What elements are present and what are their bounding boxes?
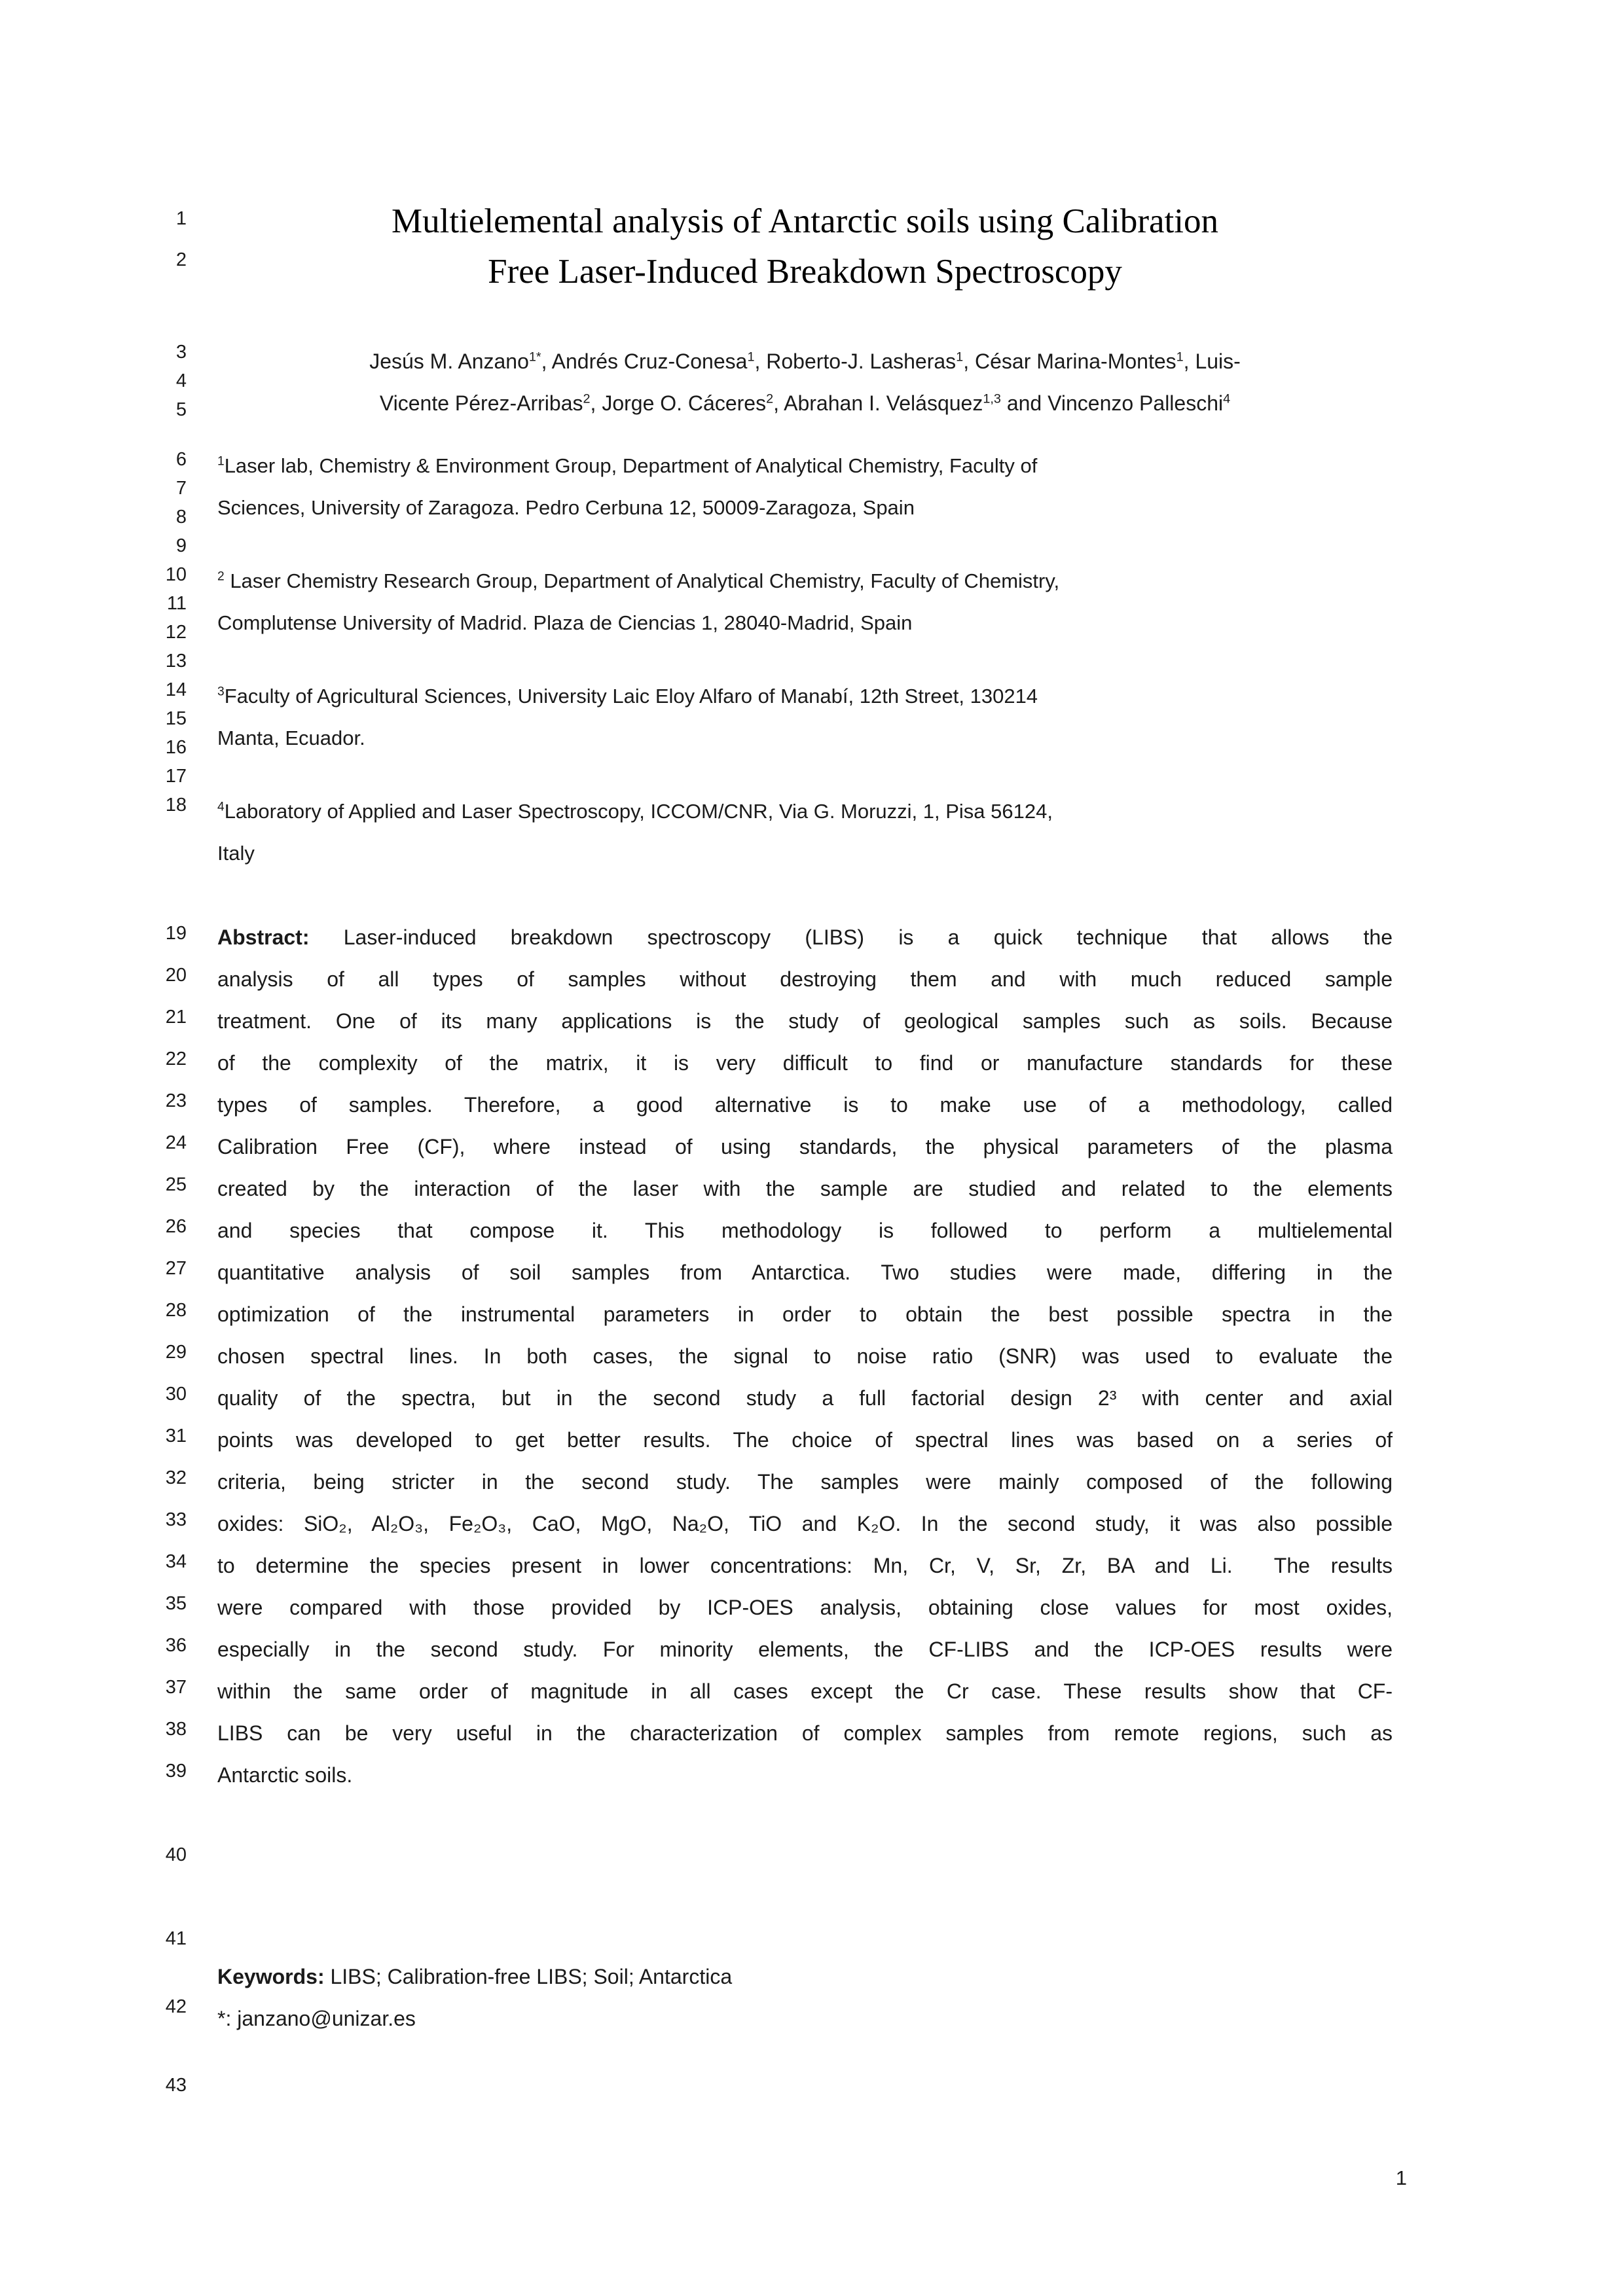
author-name: , Andrés Cruz-Conesa — [541, 350, 748, 373]
line-number: 39 — [165, 1761, 187, 1782]
abstract-line — [217, 1377, 1393, 1419]
author-name: , Roberto-J. Lasheras — [754, 350, 957, 373]
keywords-label: Keywords: — [217, 1965, 325, 1988]
abstract-line — [217, 1168, 1393, 1210]
abstract-line — [217, 1042, 1393, 1084]
line-number: 31 — [165, 1426, 187, 1446]
line-number: 43 — [165, 2075, 187, 2096]
affiliation-text: Sciences, University of Zaragoza. Pedro Cerbuna 12, 50009-Zaragoza, Spain — [217, 496, 915, 519]
affiliation-text: Manta, Ecuador. — [217, 726, 365, 749]
affiliation-line — [217, 602, 1393, 644]
line-number: 16 — [165, 737, 187, 758]
author-line-1 — [217, 340, 1393, 382]
line-number: 18 — [165, 795, 187, 816]
abstract-line — [217, 958, 1393, 1000]
abstract-section — [217, 916, 1393, 1796]
line-number: 24 — [165, 1132, 187, 1153]
abstract-text: especially in the second study. For minority elements, the CF-LIBS and the ICP-OES results were — [217, 1638, 1393, 1661]
line-number: 17 — [165, 766, 187, 787]
affiliation-text: Laser Chemistry Research Group, Department of Analytical Chemistry, Faculty of Chemistry, — [230, 569, 1060, 592]
author-name: Jesús M. Anzano — [369, 350, 529, 373]
abstract-line — [217, 1754, 1393, 1796]
line-number: 34 — [165, 1551, 187, 1572]
abstract-text: Laser-induced breakdown spectroscopy (LIBS) is a quick technique that allows the — [343, 925, 1393, 949]
abstract-text: created by the interaction of the laser with the sample are studied and related to the elements — [217, 1177, 1393, 1200]
abstract-text: quantitative analysis of soil samples from Antarctica. Two studies were made, differing in the — [217, 1261, 1393, 1284]
abstract-line — [217, 1587, 1393, 1628]
line-number: 12 — [165, 622, 187, 643]
line-number: 3 — [175, 342, 187, 363]
line-number: 21 — [165, 1007, 187, 1028]
line-number: 9 — [175, 535, 187, 556]
corresponding-author-line: *: janzano@unizar.es — [217, 2007, 416, 2030]
keywords-line — [217, 1956, 1393, 1998]
abstract-text: and species that compose it. This methodology is followed to perform a multielemental — [217, 1219, 1393, 1242]
line-number: 22 — [165, 1049, 187, 1069]
affiliation-3 — [217, 675, 1393, 759]
affiliation-marker: 4 — [217, 800, 225, 814]
affiliation-line — [217, 717, 1393, 759]
author-name: and Vincenzo Palleschi — [1000, 391, 1224, 415]
abstract-text: treatment. One of its many applications is the study of geological samples such as soils. Because — [217, 1009, 1393, 1033]
keywords-value: LIBS; Calibration-free LIBS; Soil; Antarctica — [324, 1965, 733, 1988]
abstract-line — [217, 1335, 1393, 1377]
abstract-label: Abstract: — [217, 925, 344, 949]
line-number: 13 — [165, 651, 187, 672]
line-number: 25 — [165, 1174, 187, 1195]
abstract-text: were compared with those provided by ICP-OES analysis, obtaining close values for most oxides, — [217, 1596, 1393, 1619]
line-number: 37 — [165, 1677, 187, 1698]
author-list — [217, 340, 1393, 424]
line-number-gutter — [0, 0, 187, 2296]
line-number: 1 — [175, 208, 187, 229]
abstract-line — [217, 1293, 1393, 1335]
line-number: 8 — [175, 507, 187, 528]
abstract-text: within the same order of magnitude in all cases except the Cr case. These results show that CF- — [217, 1679, 1393, 1703]
abstract-line — [217, 1461, 1393, 1503]
affiliation-line — [217, 675, 1393, 717]
affiliation-line — [217, 791, 1393, 833]
line-number: 40 — [165, 1844, 187, 1865]
line-number: 32 — [165, 1467, 187, 1488]
abstract-line — [217, 1670, 1393, 1712]
author-name: Vicente Pérez-Arribas — [379, 391, 583, 415]
affiliation-marker: 1 — [956, 350, 964, 365]
affiliation-marker: 4 — [1223, 391, 1231, 406]
abstract-text: types of samples. Therefore, a good alternative is to make use of a methodology, called — [217, 1093, 1393, 1117]
abstract-line — [217, 1084, 1393, 1126]
abstract-text: to determine the species present in lower concentrations: Mn, Cr, V, Sr, Zr, BA and Li. The results — [217, 1554, 1393, 1577]
abstract-text: of the complexity of the matrix, it is very difficult to find or manufacture standards for these — [217, 1051, 1393, 1075]
line-number: 7 — [175, 478, 187, 499]
line-number: 41 — [165, 1928, 187, 1949]
affiliation-marker: 2 — [766, 391, 774, 406]
line-number: 36 — [165, 1635, 187, 1656]
line-number: 27 — [165, 1258, 187, 1279]
affiliation-4 — [217, 791, 1393, 874]
line-number: 30 — [165, 1384, 187, 1405]
affiliation-text: Laboratory of Applied and Laser Spectroscopy, ICCOM/CNR, Via G. Moruzzi, 1, Pisa 56124, — [224, 800, 1053, 823]
abstract-line — [217, 1628, 1393, 1670]
affiliation-marker: 1 — [1176, 350, 1184, 365]
line-number: 6 — [175, 449, 187, 470]
affiliation-line — [217, 487, 1393, 529]
author-name: , Jorge O. Cáceres — [590, 391, 767, 415]
author-name: , César Marina-Montes — [963, 350, 1176, 373]
line-number: 28 — [165, 1300, 187, 1321]
line-number: 4 — [175, 370, 187, 391]
affiliation-line — [217, 445, 1393, 487]
abstract-line — [217, 1545, 1393, 1587]
affiliation-marker: 2 — [583, 391, 591, 406]
line-number: 29 — [165, 1342, 187, 1363]
title-line-1: Multielemental analysis of Antarctic soils using Calibration — [392, 202, 1218, 240]
line-number: 5 — [175, 399, 187, 420]
author-line-2 — [217, 382, 1393, 424]
abstract-text: analysis of all types of samples without destroying them and with much reduced sample — [217, 967, 1393, 991]
affiliation-text: Italy — [217, 842, 255, 865]
abstract-line — [217, 916, 1393, 958]
affiliation-marker: 1* — [528, 350, 541, 365]
affiliation-line — [217, 560, 1393, 602]
line-number: 26 — [165, 1216, 187, 1237]
affiliation-text: Complutense University of Madrid. Plaza de Ciencias 1, 28040-Madrid, Spain — [217, 611, 913, 634]
line-number: 11 — [166, 593, 187, 614]
line-number: 19 — [165, 923, 187, 944]
affiliation-marker: 1,3 — [983, 391, 1001, 406]
abstract-line — [217, 1000, 1393, 1042]
abstract-text: chosen spectral lines. In both cases, the signal to noise ratio (SNR) was used to evaluate the — [217, 1344, 1393, 1368]
line-number: 15 — [165, 708, 187, 729]
affiliation-text: Laser lab, Chemistry & Environment Group, Department of Analytical Chemistry, Faculty of — [224, 454, 1038, 477]
affiliation-1 — [217, 445, 1393, 529]
title-line-2: Free Laser-Induced Breakdown Spectroscopy — [488, 253, 1122, 291]
line-number: 20 — [165, 965, 187, 986]
affiliation-line — [217, 833, 1393, 874]
affiliation-text: Faculty of Agricultural Sciences, University Laic Eloy Alfaro of Manabí, 12th Street, 130214 — [224, 685, 1038, 708]
abstract-line — [217, 1251, 1393, 1293]
abstract-line — [217, 1210, 1393, 1251]
abstract-text: criteria, being stricter in the second study. The samples were mainly composed of the following — [217, 1470, 1393, 1494]
abstract-line — [217, 1419, 1393, 1461]
abstract-line — [217, 1126, 1393, 1168]
affiliation-marker: 2 — [217, 569, 225, 584]
line-number: 38 — [165, 1719, 187, 1740]
line-number: 35 — [165, 1593, 187, 1614]
affiliation-2 — [217, 560, 1393, 644]
abstract-text: LIBS can be very useful in the characterization of complex samples from remote regions, such as — [217, 1721, 1393, 1745]
abstract-line — [217, 1712, 1393, 1754]
line-number: 42 — [165, 1996, 187, 2017]
page-number: 1 — [1395, 2166, 1407, 2189]
line-number: 2 — [175, 249, 187, 270]
affiliation-marker: 1 — [217, 454, 225, 469]
line-number: 23 — [165, 1090, 187, 1111]
author-name: , Luis- — [1183, 350, 1241, 373]
abstract-line — [217, 1503, 1393, 1545]
abstract-text: Calibration Free (CF), where instead of using standards, the physical parameters of the plasma — [217, 1135, 1393, 1158]
affiliation-marker: 1 — [747, 350, 755, 365]
abstract-text: points was developed to get better results. The choice of spectral lines was based on a series of — [217, 1428, 1393, 1452]
line-number: 14 — [165, 679, 187, 700]
abstract-text: oxides: SiO₂, Al₂O₃, Fe₂O₃, CaO, MgO, Na₂O, TiO and K₂O. In the second study, it was also possible — [217, 1512, 1393, 1535]
author-name: , Abrahan I. Velásquez — [773, 391, 983, 415]
line-number: 10 — [165, 564, 187, 585]
affiliation-marker: 3 — [217, 685, 225, 699]
abstract-text: optimization of the instrumental parameters in order to obtain the best possible spectra in the — [217, 1302, 1393, 1326]
paper-title — [217, 196, 1393, 297]
abstract-text: Antarctic soils. — [217, 1763, 353, 1787]
line-number: 33 — [165, 1509, 187, 1530]
abstract-text: quality of the spectra, but in the second study a full factorial design 2³ with center and axial — [217, 1386, 1393, 1410]
